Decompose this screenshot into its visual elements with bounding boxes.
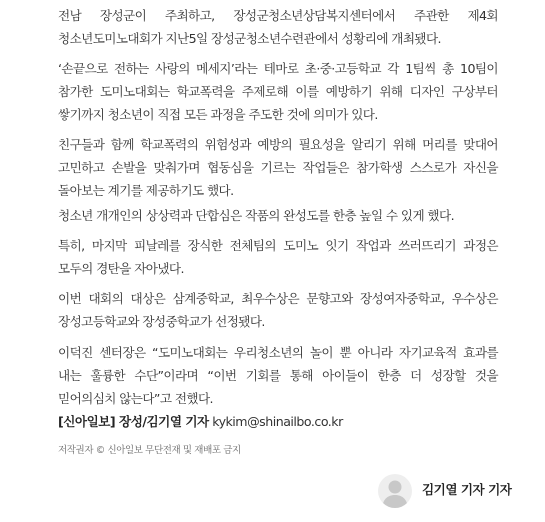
copyright-notice: 저작권자 © 신아일보 무단전재 및 재배포 금지	[58, 445, 241, 456]
byline-reporter: [신아일보] 장성/김기열 기자	[58, 414, 209, 429]
article-byline	[58, 412, 343, 432]
article-paragraph: 청소년 개개인의 상상력과 단합심은 작품의 완성도를 한층 높일 수 있게 했다.	[58, 208, 454, 223]
user-silhouette-icon	[378, 474, 412, 508]
author-name[interactable]: 김기열 기자 기자	[422, 482, 512, 497]
author-profile[interactable]	[378, 473, 538, 513]
article-paragraph: 전남 장성군이 주최하고, 장성군청소년상담복지센터에서 주관한 제4회 청소년도미노대회가 지난5일 장성군청소년수련관에서 성황리에 개최됐다.	[58, 8, 498, 46]
article-paragraph: 특히, 마지막 피날레를 장식한 전체팀의 도미노 잇기 작업과 쓰러뜨리기 과정은 모두의 경탄을 자아냈다.	[58, 238, 498, 276]
article-paragraph: 친구들과 함께 학교폭력의 위험성과 예방의 필요성을 알리기 위해 머리를 맞대어 고민하고 손발을 맞춰가며 협동심을 기르는 작업들은 참가학생 스스로가 자신을 돌아보는 계기를 제공하기도 했다.	[58, 137, 498, 198]
byline-email-link[interactable]: kykim@shinailbo.co.kr	[212, 414, 343, 429]
article-paragraph: 이번 대회의 대상은 삼계중학교, 최우수상은 문향고와 장성여자중학교, 우수상은 장성고등학교와 장성중학교가 선정됐다.	[58, 291, 498, 329]
article-paragraph: 이덕진 센터장은 “도미노대회는 우리청소년의 놀이 뿐 아니라 자기교육적 효과를 내는 훌륭한 수단”이라며 “이번 기회를 통해 아이들이 한층 더 성장할 것을 믿어의심치 않는다”고 전했다.	[58, 345, 498, 406]
avatar[interactable]	[378, 474, 412, 508]
article-paragraph: ‘손끝으로 전하는 사랑의 메세지’라는 테마로 초·중·고등학교 각 1팀씩 총 10팀이 참가한 도미노대회는 학교폭력을 주제로해 이를 예방하기 위해 디자인 구상부터 쌓기까지 청소년이 직접 모든 과정을 주도한 것에 의미가 있다.	[58, 61, 498, 122]
